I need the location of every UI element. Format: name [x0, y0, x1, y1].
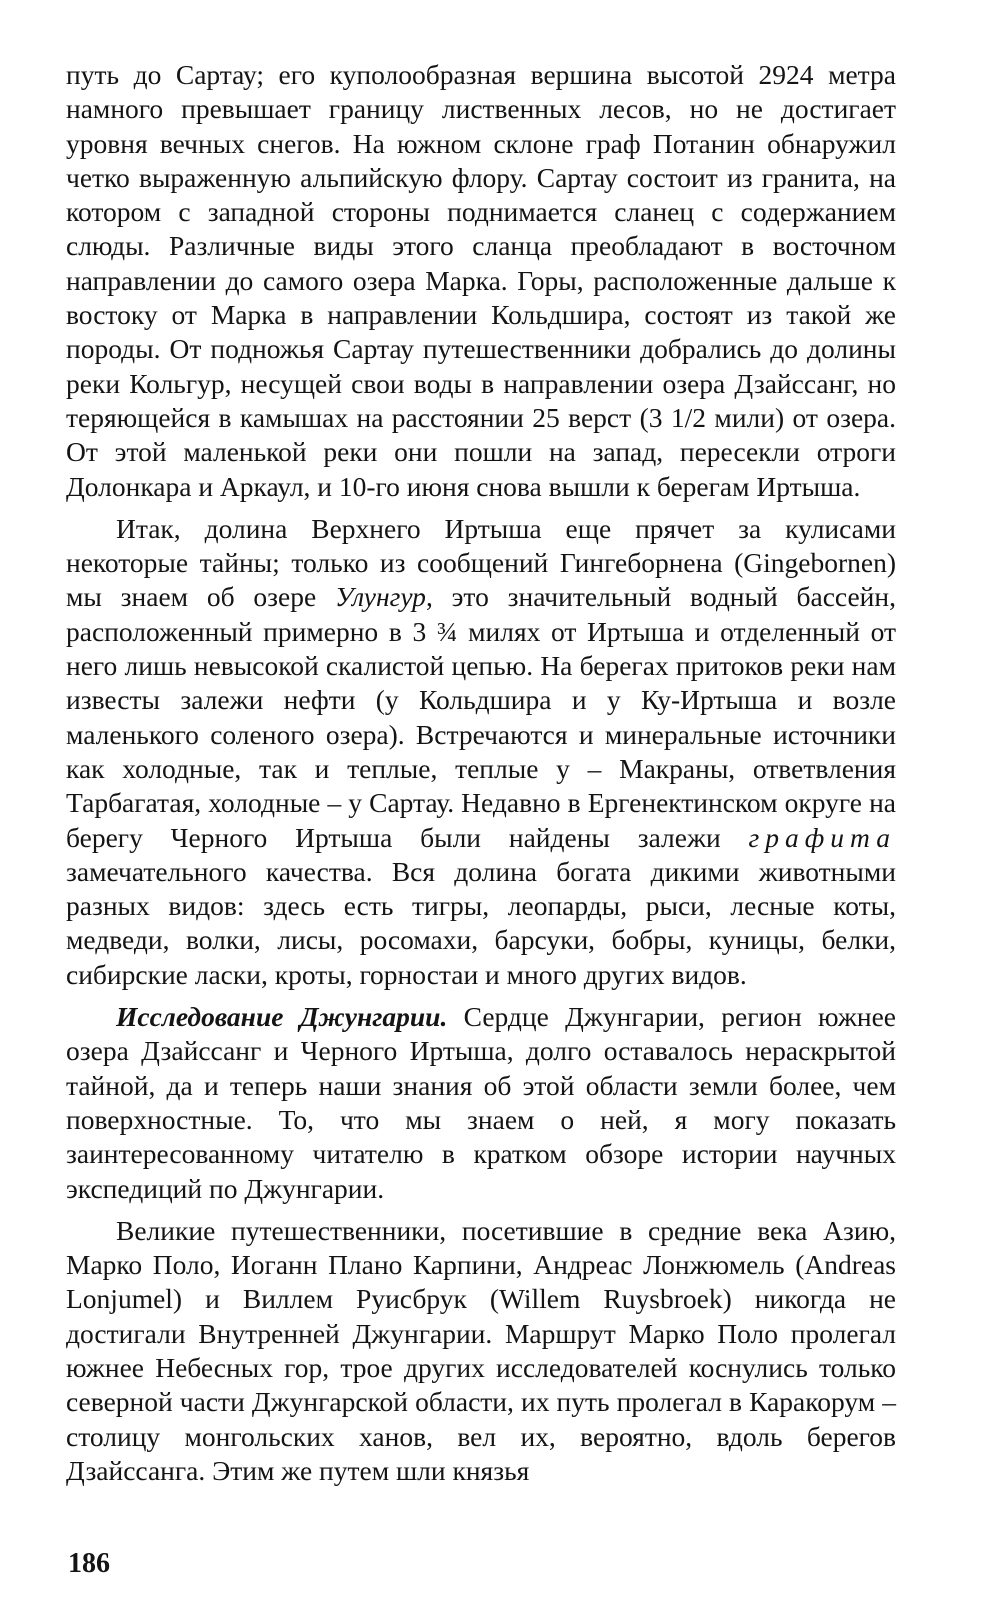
paragraph-text: Итак, долина Верхнего Иртыша еще прячет за кулисами некоторые тайны; только из сообщений Гингеборнена (Gingebornen) мы знаем об озере — [66, 512, 896, 613]
paragraph-text: путь до Сартау; его куполообразная вершина высотой 2924 метра намного превышает границу лиственных лесов, но не достигает уровня вечных снегов. На южном склоне граф Потанин обнаружил четко выраженную альпийскую флору. Сартау состоит из гранита, на котором с западной стороны поднимается сланец с содержанием слюды. Различные виды этого сланца преобладают в восточном направлении до самого озера Марка. Горы, расположенные дальше к востоку от Марка в направлении Кольдшира, состоят из такой же породы. От подножья Сартау путешественники добрались до долины реки Кольгур, несущей свои воды в направлении озера Дзайссанг, но теряющейся в камышах на расстоянии 25 верст (3 1/2 мили) от озера. От этой маленькой реки они пошли на запад, пересекли отроги Долонкара и Аркаул, и 10-го июня снова вышли к берегам Иртыша. — [66, 59, 896, 502]
paragraph-travellers — [66, 1214, 896, 1488]
paragraph-text: Сердце Джунгарии, регион южнее озера Дзайссанг и Черного Иртыша, долго оставалось нераскрытой тайной, да и теперь наши знания об этой области земли более, чем поверхностные. То, что мы знаем о ней, я могу показать заинтересованному читателю в кратком обзоре истории научных экспедиций по Джунгарии. — [66, 1001, 896, 1204]
section-heading: Исследование Джунгарии. — [116, 1001, 448, 1033]
paragraph-irtysh-valley — [66, 512, 896, 992]
document-body — [66, 58, 896, 1488]
graphite-term: графита — [748, 821, 896, 853]
paragraph-text: замечательного качества. Вся долина богата дикими животными разных видов: здесь есть тигры, леопарды, рыси, лесные коты, медведи, волки, лисы, росомахи, барсуки, бобры, куницы, белки, сибирские ласки, кроты, горностаи и много других видов. — [66, 855, 896, 990]
page-number: 186 — [68, 1548, 110, 1579]
paragraph-dzungaria-research — [66, 1000, 896, 1206]
paragraph-text: Великие путешественники, посетившие в средние века Азию, Марко Поло, Иоганн Плано Карпини, Андреас Лонжюмель (Andreas Lonjumel) и Виллем Руисбрук (Willem Ruysbroek) никогда не достигали Внутренней Джунгарии. Маршрут Марко Поло пролегал южнее Небесных гор, трое других исследователей коснулись только северной части Джунгарской области, их путь пролегал в Каракорум – столицу монгольских ханов, вел их, вероятно, вдоль берегов Дзайссанга. Этим же путем шли князья — [66, 1214, 896, 1486]
paragraph-text: , это значительный водный бассейн, расположенный примерно в 3 ¾ милях от Иртыша и отделенный от него лишь невысокой скалистой цепью. На берегах притоков реки нам известы залежи нефти (у Кольдшира и у Ку-Иртыша и возле маленького соленого озера). Встречаются и минеральные источники как холодные, так и теплые, теплые у – Макраны, ответвления Тарбагатая, холодные – у Сартау. Недавно в Ергенектинском округе на берегу Черного Иртыша были найдены залежи — [66, 581, 896, 853]
lake-ulungur-term: Улунгур — [335, 581, 426, 613]
paragraph-sartau — [66, 58, 896, 504]
